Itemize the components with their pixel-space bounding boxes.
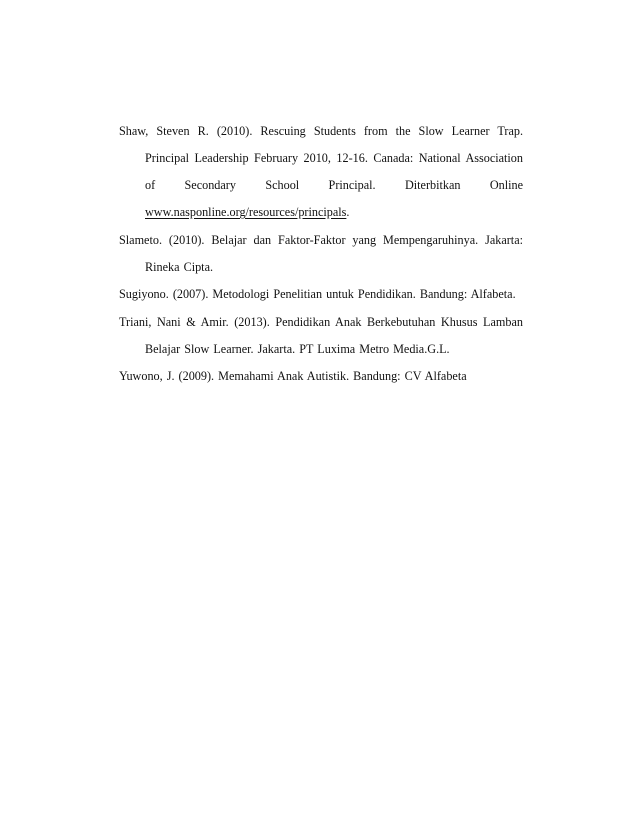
reference-link-nasponline[interactable]: www.nasponline.org/resources/principals: [145, 205, 347, 219]
reference-text-shaw: Shaw, Steven R. (2010). Rescuing Students from the Slow Learner Trap. Principal Leadership February 2010, 12-16. Canada: National Association of Secondary School Principal. Diterbitkan Online: [119, 124, 523, 192]
reference-entry-yuwono: Yuwono, J. (2009). Memahami Anak Autistik. Bandung: CV Alfabeta: [119, 369, 467, 383]
reference-entry-shaw: [119, 118, 523, 226]
reference-list: [119, 118, 523, 391]
reference-entry-triani: Triani, Nani & Amir. (2013). Pendidikan Anak Berkebutuhan Khusus Lamban Belajar Slow Learner. Jakarta. PT Luxima Metro Media.G.L.: [119, 314, 523, 356]
reference-entry-slameto: Slameto. (2010). Belajar dan Faktor-Faktor yang Mempengaruhinya. Jakarta: Rineka Cipta.: [119, 232, 523, 274]
reference-entry-sugiyono: Sugiyono. (2007). Metodologi Penelitian untuk Pendidikan. Bandung: Alfabeta.: [119, 287, 516, 301]
reference-link-period: .: [346, 205, 350, 219]
